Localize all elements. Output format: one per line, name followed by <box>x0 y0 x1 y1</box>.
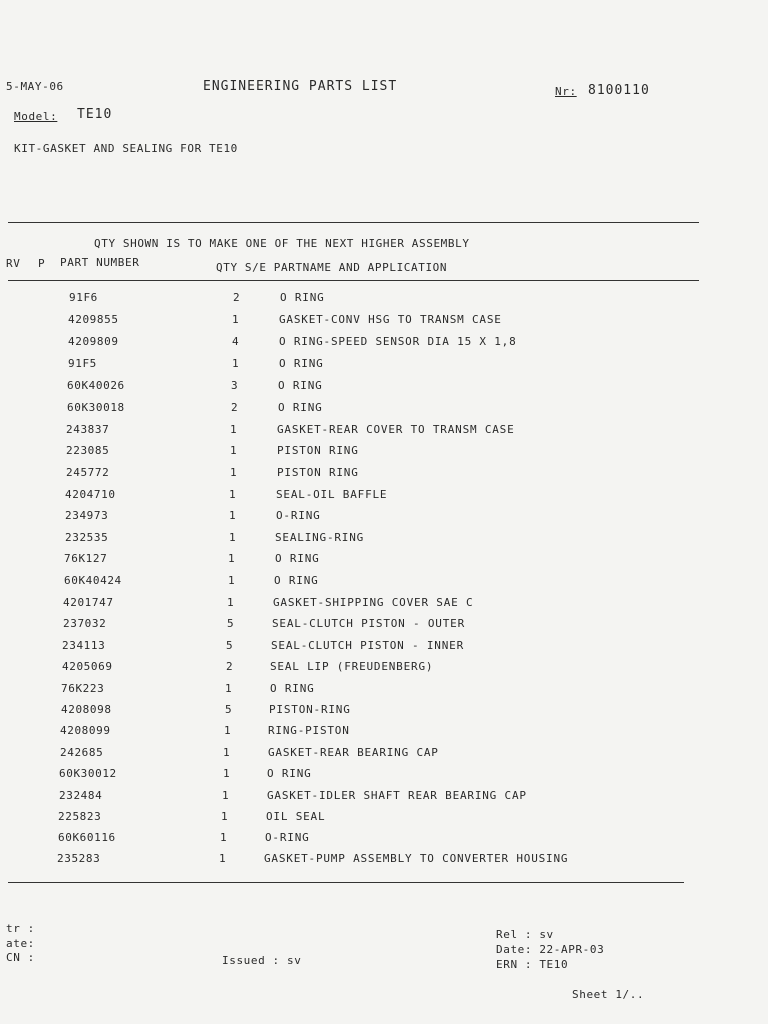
part-number: 234973 <box>65 509 109 522</box>
table-row <box>0 379 768 400</box>
qty: 1 <box>227 596 234 609</box>
part-number: 60K40424 <box>64 574 122 587</box>
qty: 3 <box>231 379 238 392</box>
part-name: SEAL-CLUTCH PISTON - OUTER <box>272 617 465 630</box>
qty: 1 <box>232 313 239 326</box>
part-number: 234113 <box>62 639 106 652</box>
table-row <box>0 401 768 422</box>
part-number: 91F5 <box>68 357 97 370</box>
part-name: PISTON RING <box>277 444 359 457</box>
part-name: RING-PISTON <box>268 724 350 737</box>
part-number: 91F6 <box>69 291 98 304</box>
qty: 1 <box>230 444 237 457</box>
part-number: 242685 <box>60 746 104 759</box>
part-name: O RING-SPEED SENSOR DIA 15 X 1,8 <box>279 335 517 348</box>
table-row <box>0 488 768 509</box>
part-number: 4208098 <box>61 703 112 716</box>
table-row <box>0 724 768 745</box>
table-row <box>0 617 768 638</box>
ern: ERN : TE10 <box>496 958 569 971</box>
part-name: O RING <box>267 767 312 780</box>
qty: 1 <box>223 767 230 780</box>
qty: 1 <box>220 831 227 844</box>
qty: 1 <box>224 724 231 737</box>
part-number: 4209855 <box>68 313 119 326</box>
part-number: 245772 <box>66 466 110 479</box>
table-row <box>0 291 768 312</box>
nr-label: Nr: <box>555 85 577 98</box>
table-row <box>0 639 768 660</box>
qty: 1 <box>229 509 236 522</box>
model-label: Model: <box>14 110 58 123</box>
part-number: 4204710 <box>65 488 116 501</box>
qty: 1 <box>219 852 226 865</box>
part-number: 76K127 <box>64 552 108 565</box>
table-row <box>0 746 768 767</box>
table-row <box>0 767 768 788</box>
part-number: 60K40026 <box>67 379 125 392</box>
bottom-rule <box>8 882 684 883</box>
part-name: SEAL-CLUTCH PISTON - INNER <box>271 639 464 652</box>
footer-cn: CN : <box>6 951 35 964</box>
part-number: 225823 <box>58 810 102 823</box>
part-name: O RING <box>274 574 319 587</box>
part-name: O-RING <box>265 831 310 844</box>
qty: 1 <box>229 531 236 544</box>
part-name: PISTON-RING <box>269 703 351 716</box>
part-name: O-RING <box>276 509 321 522</box>
table-row <box>0 660 768 681</box>
table-row <box>0 313 768 334</box>
qty: 2 <box>231 401 238 414</box>
part-name: GASKET-IDLER SHAFT REAR BEARING CAP <box>267 789 527 802</box>
qty: 5 <box>226 639 233 652</box>
qty: 1 <box>230 466 237 479</box>
document-title: ENGINEERING PARTS LIST <box>203 79 398 94</box>
table-row <box>0 444 768 465</box>
qty: 1 <box>229 488 236 501</box>
model-value: TE10 <box>77 107 113 122</box>
part-name: SEAL LIP (FREUDENBERG) <box>270 660 434 673</box>
part-number: 76K223 <box>61 682 105 695</box>
qty: 5 <box>227 617 234 630</box>
kit-title: KIT-GASKET AND SEALING FOR TE10 <box>14 142 238 155</box>
part-name: O RING <box>279 357 324 370</box>
part-name: O RING <box>280 291 325 304</box>
col-p: P <box>38 257 46 270</box>
col-qty-partname: QTY S/E PARTNAME AND APPLICATION <box>216 261 448 274</box>
top-rule <box>8 222 699 223</box>
table-row <box>0 335 768 356</box>
table-row <box>0 703 768 724</box>
part-number: 243837 <box>66 423 110 436</box>
part-name: O RING <box>278 401 323 414</box>
part-name: GASKET-REAR COVER TO TRANSM CASE <box>277 423 515 436</box>
table-row <box>0 466 768 487</box>
footer-date-label: ate: <box>6 937 35 950</box>
table-row <box>0 574 768 595</box>
footer-tr: tr : <box>6 922 35 935</box>
qty: 1 <box>221 810 228 823</box>
sheet-number: Sheet 1/.. <box>572 988 645 1001</box>
part-number: 232535 <box>65 531 109 544</box>
part-number: 60K60116 <box>58 831 116 844</box>
part-name: GASKET-REAR BEARING CAP <box>268 746 439 759</box>
release-by: Rel : sv <box>496 928 554 941</box>
part-number: 4205069 <box>62 660 113 673</box>
part-name: GASKET-CONV HSG TO TRANSM CASE <box>279 313 502 326</box>
part-name: O RING <box>275 552 320 565</box>
part-name: OIL SEAL <box>266 810 326 823</box>
table-row <box>0 852 768 873</box>
part-name: GASKET-PUMP ASSEMBLY TO CONVERTER HOUSING <box>264 852 569 865</box>
print-date: 5-MAY-06 <box>6 80 64 93</box>
part-name: O RING <box>278 379 323 392</box>
qty: 1 <box>222 789 229 802</box>
part-name: PISTON RING <box>277 466 359 479</box>
part-name: SEALING-RING <box>275 531 365 544</box>
nr-value: 8100110 <box>588 83 650 98</box>
qty: 2 <box>233 291 240 304</box>
table-row <box>0 509 768 530</box>
col-rv: RV <box>6 257 21 270</box>
qty: 1 <box>225 682 232 695</box>
part-number: 4208099 <box>60 724 111 737</box>
qty: 1 <box>232 357 239 370</box>
col-part-number: PART NUMBER <box>60 256 140 269</box>
table-row <box>0 357 768 378</box>
part-number: 237032 <box>63 617 107 630</box>
table-row <box>0 789 768 810</box>
part-number: 60K30012 <box>59 767 117 780</box>
table-row <box>0 596 768 617</box>
qty: 4 <box>232 335 239 348</box>
table-row <box>0 682 768 703</box>
table-row <box>0 531 768 552</box>
qty: 1 <box>228 574 235 587</box>
qty: 2 <box>226 660 233 673</box>
part-number: 4209809 <box>68 335 119 348</box>
table-row <box>0 810 768 831</box>
part-number: 4201747 <box>63 596 114 609</box>
release-date: Date: 22-APR-03 <box>496 943 605 956</box>
part-name: O RING <box>270 682 315 695</box>
part-number: 235283 <box>57 852 101 865</box>
part-number: 223085 <box>66 444 110 457</box>
table-note: QTY SHOWN IS TO MAKE ONE OF THE NEXT HIGHER ASSEMBLY <box>94 237 470 250</box>
part-number: 232484 <box>59 789 103 802</box>
header-rule <box>8 280 699 281</box>
table-row <box>0 552 768 573</box>
part-name: SEAL-OIL BAFFLE <box>276 488 388 501</box>
qty: 1 <box>223 746 230 759</box>
part-name: GASKET-SHIPPING COVER SAE C <box>273 596 474 609</box>
qty: 5 <box>225 703 232 716</box>
table-row <box>0 831 768 852</box>
table-row <box>0 423 768 444</box>
qty: 1 <box>228 552 235 565</box>
issued-by: Issued : sv <box>222 954 302 967</box>
part-number: 60K30018 <box>67 401 125 414</box>
qty: 1 <box>230 423 237 436</box>
